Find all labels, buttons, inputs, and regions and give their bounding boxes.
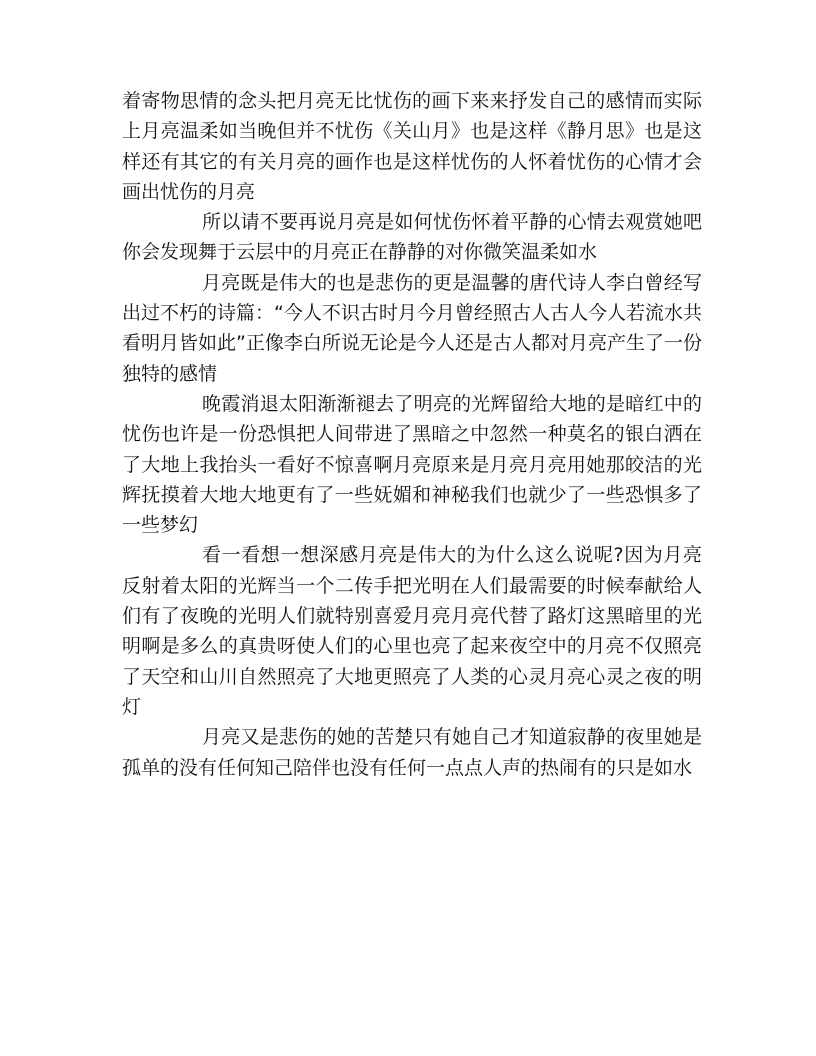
paragraph-2: 所以请不要再说月亮是如何忧伤怀着平静的心情去观赏她吧你会发现舞于云层中的月亮正在静静的对你微笑温柔如水	[122, 211, 702, 264]
paragraph-1: 着寄物思情的念头把月亮无比忧伤的画下来来抒发自己的感情而实际上月亮温柔如当晚但并不忧伤《关山月》也是这样《静月思》也是这样还有其它的有关月亮的画作也是这样忧伤的人怀着忧伤的心情才会画出忧伤的月亮	[122, 90, 702, 203]
body-text	[122, 86, 702, 783]
paragraph-6: 月亮又是悲伤的她的苦楚只有她自己才知道寂静的夜里她是孤单的没有任何知己陪伴也没有任何一点点人声的热闹有的只是如水	[122, 726, 702, 779]
paragraph-3: 月亮既是伟大的也是悲伤的更是温馨的唐代诗人李白曾经写出过不朽的诗篇：“今人不识古时月今月曾经照古人古人今人若流水共看明月皆如此”正像李白所说无论是今人还是古人都对月亮产生了一份独特的感情	[122, 271, 702, 385]
paragraph-4: 晚霞消退太阳渐渐褪去了明亮的光辉留给大地的是暗红中的忧伤也许是一份恐惧把人间带进了黑暗之中忽然一种莫名的银白洒在了大地上我抬头一看好不惊喜啊月亮原来是月亮月亮用她那皎洁的光辉抚摸着大地大地更有了一些妩媚和神秘我们也就少了一些恐惧多了一些梦幻	[122, 392, 702, 537]
paragraph-5: 看一看想一想深感月亮是伟大的为什么这么说呢?因为月亮反射着太阳的光辉当一个二传手把光明在人们最需要的时候奉献给人们有了夜晚的光明人们就特别喜爱月亮月亮代替了路灯这黑暗里的光明啊是多么的真贵呀使人们的心里也亮了起来夜空中的月亮不仅照亮了天空和山川自然照亮了大地更照亮了人类的心灵月亮心灵之夜的明灯	[122, 544, 702, 718]
